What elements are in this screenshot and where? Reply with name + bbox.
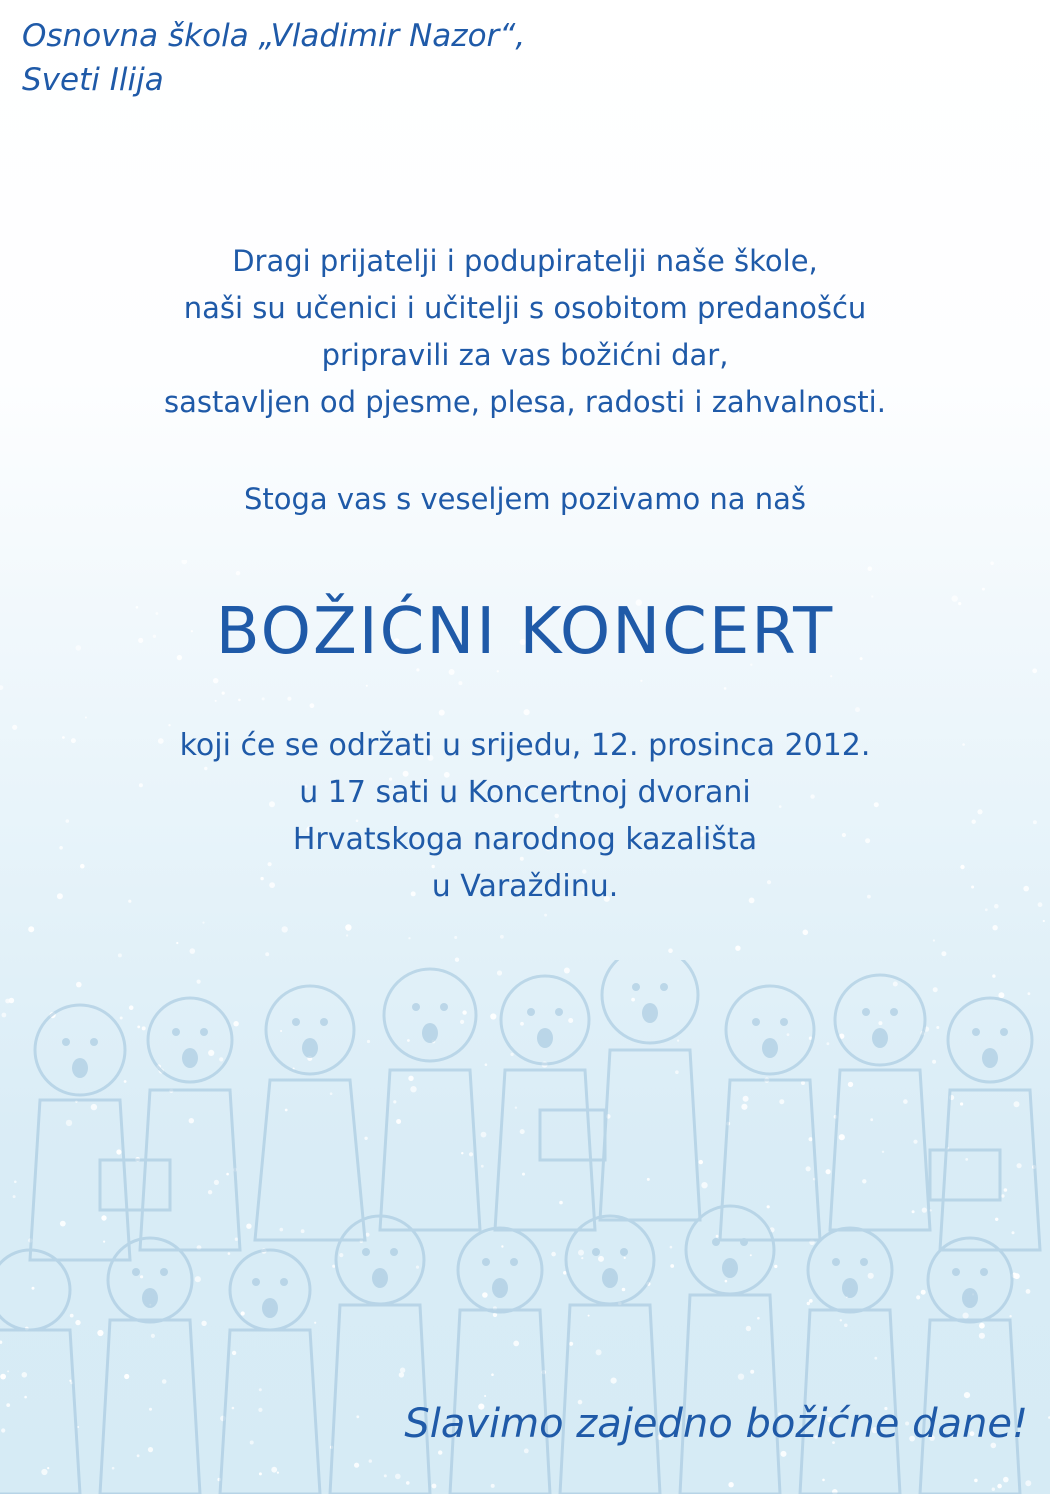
snowflake-dot <box>855 707 860 712</box>
snowflake-dot <box>222 692 225 695</box>
snowflake-dot <box>458 681 462 685</box>
snowflake-dot <box>735 946 740 951</box>
snowflake-dot <box>933 939 935 941</box>
snowflake-dot <box>724 687 727 690</box>
intro-paragraph <box>0 238 1050 426</box>
snowflake-dot <box>215 700 217 702</box>
invitation-line: Stoga vas s veseljem pozivamo na naš <box>243 482 807 516</box>
snowflake-dot <box>202 922 204 924</box>
snowflake-dot <box>190 948 196 954</box>
school-name-line-1: Osnovna škola „Vladimir Nazor“, <box>22 18 526 54</box>
snowflake-dot <box>118 953 122 957</box>
intro-line: sastavljen od pjesme, plesa, radosti i zahvalnosti. <box>164 385 886 419</box>
snowflake-dot <box>982 588 985 591</box>
snowflake-dot <box>0 685 3 690</box>
snowflake-dot <box>236 571 240 575</box>
snowflake-dot <box>668 948 673 953</box>
snowflake-dot <box>990 561 994 565</box>
intro-line: Dragi prijatelji i podupiratelji naše škole, <box>232 244 818 278</box>
snowflake-dot <box>803 930 809 936</box>
snowflake-dot <box>500 935 504 939</box>
snowflake-dot <box>408 937 410 939</box>
event-title: BOŽIĆNI KONCERT <box>215 595 835 669</box>
snowflake-dot <box>640 680 642 682</box>
closing-slogan: Slavimo zajedno božićne dane! <box>404 1401 1028 1447</box>
snowflake-dot <box>941 951 946 956</box>
school-location: Sveti Ilija <box>22 62 164 98</box>
snowflake-dot <box>310 703 315 708</box>
snowflake-dot <box>544 914 547 917</box>
snowflake-dot <box>439 710 445 716</box>
snowflake-dot <box>366 685 368 687</box>
snowflake-dot <box>85 717 87 719</box>
snowflake-dot <box>181 560 187 564</box>
intro-line: pripravili za vas božićni dar, <box>321 338 729 372</box>
snowflake-dot <box>346 934 348 936</box>
snowflake-dot <box>28 926 34 932</box>
snowflake-dot <box>238 699 241 702</box>
snowflake-dot <box>868 566 873 571</box>
snowflake-dot <box>265 952 269 956</box>
school-name <box>22 14 525 102</box>
snowflake-dot <box>992 925 997 930</box>
event-date-line: koji će se održati u srijedu, 12. prosinca 2012. <box>179 728 871 763</box>
event-venue-line: Hrvatskoga narodnog kazališta <box>292 822 758 857</box>
event-city-line: u Varaždinu. <box>431 869 619 904</box>
snowflake-dot <box>262 697 265 700</box>
snowflake-dot <box>524 709 530 715</box>
event-details <box>0 722 1050 910</box>
intro-line: naši su učenici i učitelji s osobitom predanošću <box>183 291 867 325</box>
snowflake-dot <box>287 697 291 701</box>
snowflake-dot <box>176 942 178 944</box>
snowflake-dot <box>282 926 288 932</box>
snowflake-dot <box>830 675 832 677</box>
snowflake-dot <box>345 924 351 930</box>
event-time-venue-line: u 17 sati u Koncertnoj dvorani <box>299 775 751 810</box>
snowflake-dot <box>1043 920 1045 922</box>
snowflake-dot <box>454 936 457 939</box>
snowflake-dot <box>213 678 218 683</box>
